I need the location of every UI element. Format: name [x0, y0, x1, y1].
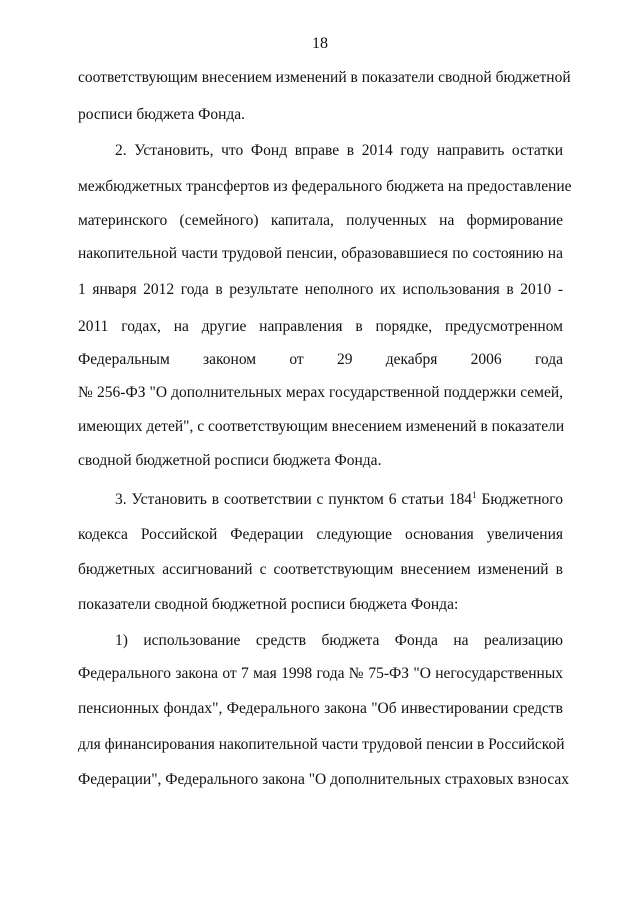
text-line: для финансирования накопительной части трудовой пенсии в Российской — [78, 736, 565, 753]
text-line: 1 января 2012 года в результате неполного их использования в 2010 - — [78, 281, 563, 298]
text-line: пенсионных фондах", Федерального закона "Об инвестировании средств — [78, 700, 563, 717]
text-line: соответствующим внесением изменений в показатели сводной бюджетной — [78, 69, 571, 86]
text-line: показатели сводной бюджетной росписи бюджета Фонда: — [78, 596, 459, 613]
text-line: Федерации", Федерального закона "О дополнительных страховых взносах — [78, 771, 570, 788]
paragraph-2-first-line: 2. Установить, что Фонд вправе в 2014 году направить остатки — [115, 142, 563, 159]
list-item-1-first-line: 1) использование средств бюджета Фонда на реализацию — [115, 632, 563, 649]
text-line: Федеральным законом от 29 декабря 2006 года — [78, 351, 563, 368]
paragraph-3-lead: 3. Установить в соответствии с пунктом 6 статьи 184 — [115, 491, 473, 508]
paragraph-3-first-line — [115, 491, 563, 509]
text-line: сводной бюджетной росписи бюджета Фонда. — [78, 452, 382, 469]
text-line: кодекса Российской Федерации следующие основания увеличения — [78, 526, 563, 543]
text-line: Федерального закона от 7 мая 1998 года № 75-ФЗ "О негосударственных — [78, 665, 563, 682]
text-line: материнского (семейного) капитала, полученных на формирование — [78, 212, 563, 229]
text-line: 2011 годах, на другие направления в порядке, предусмотренном — [78, 318, 563, 335]
text-line: имеющих детей", с соответствующим внесением изменений в показатели — [78, 418, 565, 435]
superscript-marker: 1 — [472, 490, 477, 500]
text-line: накопительной части трудовой пенсии, образовавшиеся по состоянию на — [78, 245, 563, 262]
text-line: межбюджетных трансфертов из федерального бюджета на предоставление — [78, 178, 572, 195]
text-line: бюджетных ассигнований с соответствующим внесением изменений в — [78, 561, 563, 578]
text-line: № 256-ФЗ "О дополнительных мерах государственной поддержки семей, — [78, 384, 563, 401]
paragraph-3-tail: Бюджетного — [476, 491, 563, 508]
page-number: 18 — [312, 35, 328, 52]
text-line: росписи бюджета Фонда. — [78, 106, 246, 123]
